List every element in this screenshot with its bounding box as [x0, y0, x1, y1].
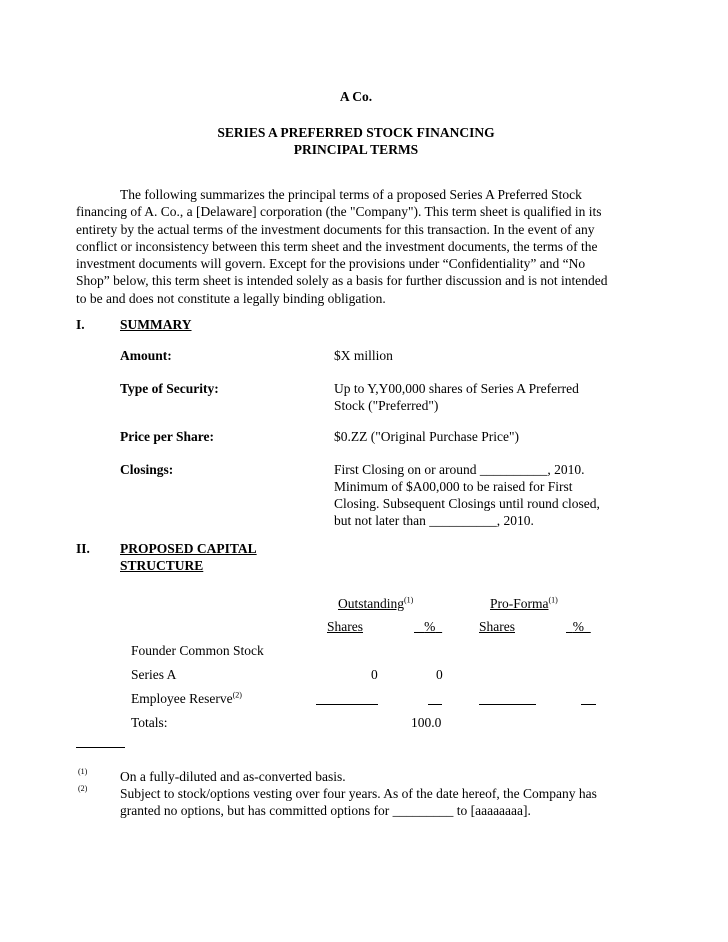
column-header-shares: Shares — [327, 619, 363, 634]
section-title: SUMMARY — [120, 317, 192, 332]
intro-line: conflict or inconsistency between this term sheet and the investment documents, the terms of the — [76, 238, 598, 254]
term-value-closings: First Closing on or around __________, 2010. — [334, 462, 585, 477]
section-number: I. — [76, 317, 85, 332]
footnote-separator — [76, 747, 125, 748]
row-label-series-a: Series A — [131, 667, 177, 682]
term-value-closings: Closing. Subsequent Closings until round closed, — [334, 496, 600, 511]
cell-series-a-shares: 0 — [371, 667, 378, 682]
footnote-text: On a fully-diluted and as-converted basis. — [120, 769, 346, 784]
footnote-text: granted no options, but has committed options for _________ to [aaaaaaaa]. — [120, 803, 531, 818]
term-value-closings: but not later than __________, 2010. — [334, 513, 534, 528]
intro-line: Shop” below, this term sheet is intended solely as a basis for further discussion and is not intended — [76, 273, 608, 289]
footnote-text: Subject to stock/options vesting over four years. As of the date hereof, the Company has — [120, 786, 597, 801]
term-value-security: Stock ("Preferred") — [334, 398, 439, 413]
blank-shares — [316, 704, 378, 705]
term-label-security: Type of Security: — [120, 381, 219, 396]
footnote-mark: (1) — [78, 767, 88, 776]
cell-series-a-percent: 0 — [436, 667, 443, 682]
cell-totals-percent: 100.0 — [411, 715, 442, 730]
row-label-founder: Founder Common Stock — [131, 643, 264, 658]
section-title: PROPOSED CAPITAL — [120, 541, 257, 556]
term-value-amount: $X million — [334, 348, 393, 363]
term-value-closings: Minimum of $A00,000 to be raised for First — [334, 479, 573, 494]
term-value-security: Up to Y,Y00,000 shares of Series A Preferred — [334, 381, 579, 396]
column-header-percent: % — [572, 619, 584, 634]
column-group-outstanding: Outstanding$^{(1)}$ — [338, 595, 414, 611]
blank-percent — [581, 704, 596, 705]
intro-line: The following summarizes the principal terms of a proposed Series A Preferred Stock — [120, 187, 582, 202]
intro-line: investment documents will govern. Except for the provisions under “Confidentiality” and “No — [76, 256, 586, 272]
column-group-proforma: Pro-Forma$^{(1)}$ — [490, 595, 558, 611]
intro-line: financing of A. Co., a [Delaware] corporation (the "Company"). This term sheet is qualified in its — [76, 204, 602, 220]
term-label-price: Price per Share: — [120, 429, 214, 444]
intro-line: entirety by the actual terms of the investment documents for this transaction. In the event of any — [76, 221, 595, 237]
section-number: II. — [76, 541, 90, 556]
intro-paragraph — [76, 186, 648, 307]
column-header-percent: % — [424, 619, 436, 634]
intro-line: to be and does not constitute a legally binding obligation. — [76, 290, 386, 306]
section-title: STRUCTURE — [120, 558, 204, 573]
document-subtitle: PRINCIPAL TERMS — [293, 142, 419, 157]
blank-shares — [479, 704, 536, 705]
row-label-employee-reserve: Employee Reserve$^{(2)}$ — [131, 690, 242, 706]
footnote-mark: (2) — [78, 784, 88, 793]
blank-percent — [428, 704, 442, 705]
column-header-shares: Shares — [479, 619, 515, 634]
company-name: A Co. — [339, 89, 373, 104]
term-label-closings: Closings: — [120, 462, 174, 477]
document-title: SERIES A PREFERRED STOCK FINANCING — [217, 125, 495, 140]
row-label-totals: Totals: — [131, 715, 168, 730]
term-value-price: $0.ZZ ("Original Purchase Price") — [334, 429, 519, 444]
term-label-amount: Amount: — [120, 348, 172, 363]
